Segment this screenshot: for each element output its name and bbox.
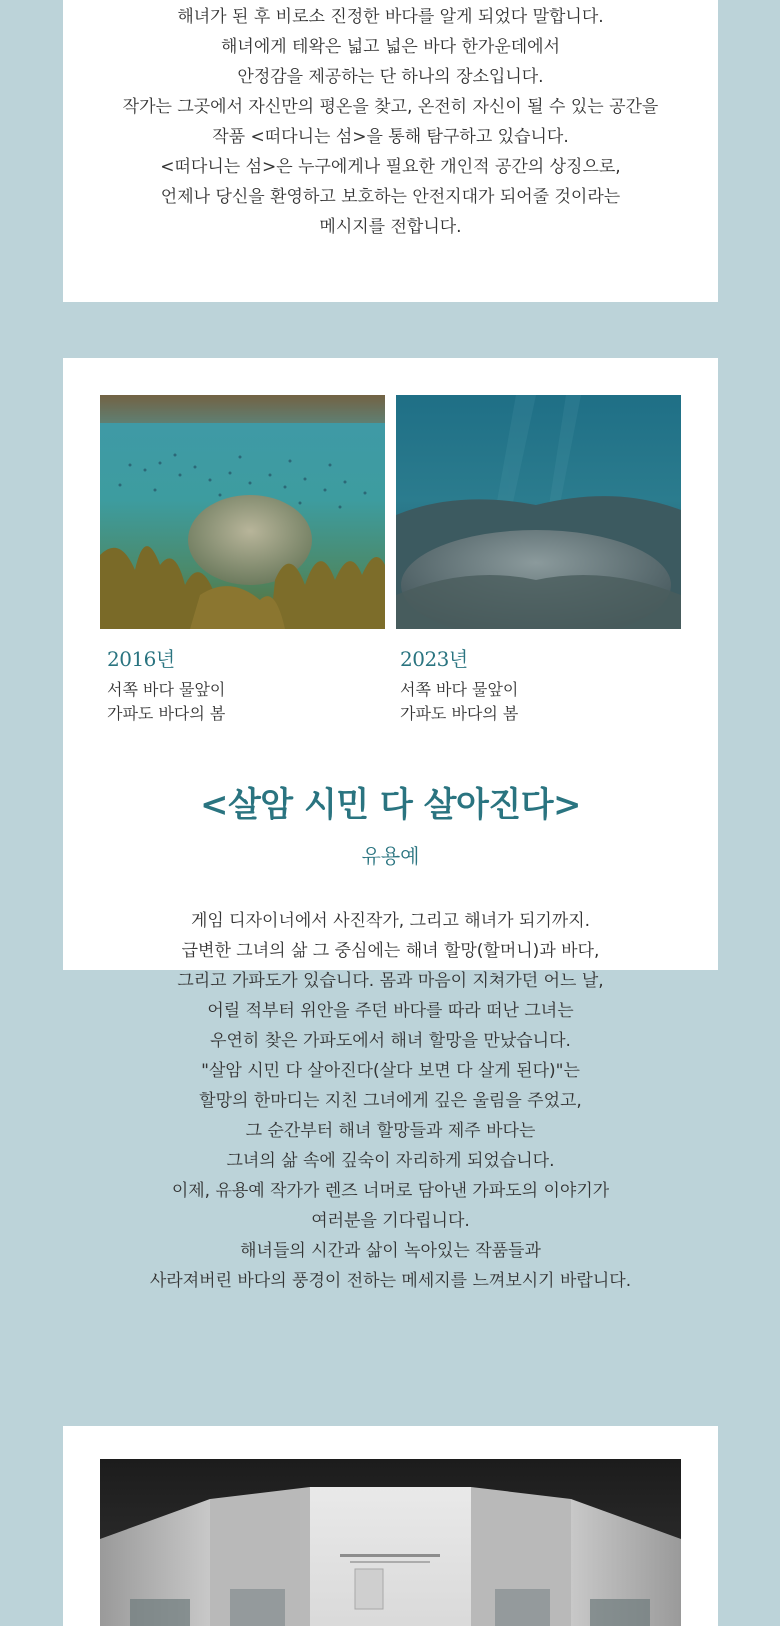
exhibition-hall-image [100,1459,681,1626]
description-line: 그 순간부터 해녀 할망들과 제주 바다는 [245,1121,536,1141]
caption-line: 가파도 바다의 봄 [400,704,519,723]
intro-line: 해녀에게 테왁은 넓고 넓은 바다 한가운데에서 [220,37,561,57]
intro-line: 언제나 당신을 환영하고 보호하는 안전지대가 되어줄 것이라는 [160,187,621,207]
description-line: 이제, 유용예 작가가 렌즈 너머로 담아낸 가파도의 이야기가 [171,1181,610,1201]
intro-line: <떠다니는 섬>은 누구에게나 필요한 개인적 공간의 상징으로, [160,157,621,177]
artist-name: 유용예 [361,844,420,868]
description-line: 해녀들의 시간과 삶이 녹아있는 작품들과 [240,1241,541,1261]
description-line: 사라져버린 바다의 풍경이 전하는 메세지를 느껴보시기 바랍니다. [149,1271,632,1291]
caption-line: 가파도 바다의 봄 [107,704,226,723]
description-line: 여러분을 기다립니다. [311,1211,470,1231]
photo-caption-2016 [107,646,225,726]
underwater-photo-2023 [396,395,681,629]
caption-year: 2016년 [107,647,175,671]
description-line: 그녀의 삶 속에 깊숙이 자리하게 되었습니다. [226,1151,555,1171]
description-line: "살암 시민 다 살아진다(살다 보면 다 살게 된다)"는 [201,1061,580,1081]
description-line: 우연히 찾은 가파도에서 해녀 할망을 만났습니다. [210,1031,571,1051]
intro-line: 작가는 그곳에서 자신만의 평온을 찾고, 온전히 자신이 될 수 있는 공간을 [122,97,659,117]
underwater-photo-2016 [100,395,385,629]
intro-line: 메시지를 전합니다. [319,217,462,237]
caption-line: 서쪽 바다 물앞이 [107,680,226,699]
caption-year: 2023년 [400,647,468,671]
artist-card [63,358,718,1291]
intro-text [63,2,718,242]
description-line: 할망의 한마디는 지친 그녀에게 깊은 울림을 주었고, [199,1091,582,1111]
caption-line: 서쪽 바다 물앞이 [400,680,519,699]
photo-caption-2023 [400,646,518,726]
exhibition-title: <살암 시민 다 살아진다> [199,785,582,825]
description-line: 어릴 적부터 위안을 주던 바다를 따라 떠난 그녀는 [207,1001,574,1021]
exhibition-view-card [63,1426,718,1626]
intro-line: 해녀가 된 후 비로소 진정한 바다를 알게 되었다 말합니다. [177,7,604,27]
intro-line: 작품 <떠다니는 섬>을 통해 탐구하고 있습니다. [212,127,569,147]
intro-line: 안정감을 제공하는 단 하나의 장소입니다. [237,67,544,87]
intro-card [63,0,718,302]
description-line: 게임 디자이너에서 사진작가, 그리고 해녀가 되기까지. [190,911,591,931]
description-line: 그리고 가파도가 있습니다. 몸과 마음이 지쳐가던 어느 날, [177,971,604,991]
artist-description [63,906,718,1296]
description-line: 급변한 그녀의 삶 그 중심에는 해녀 할망(할머니)과 바다, [181,941,600,961]
